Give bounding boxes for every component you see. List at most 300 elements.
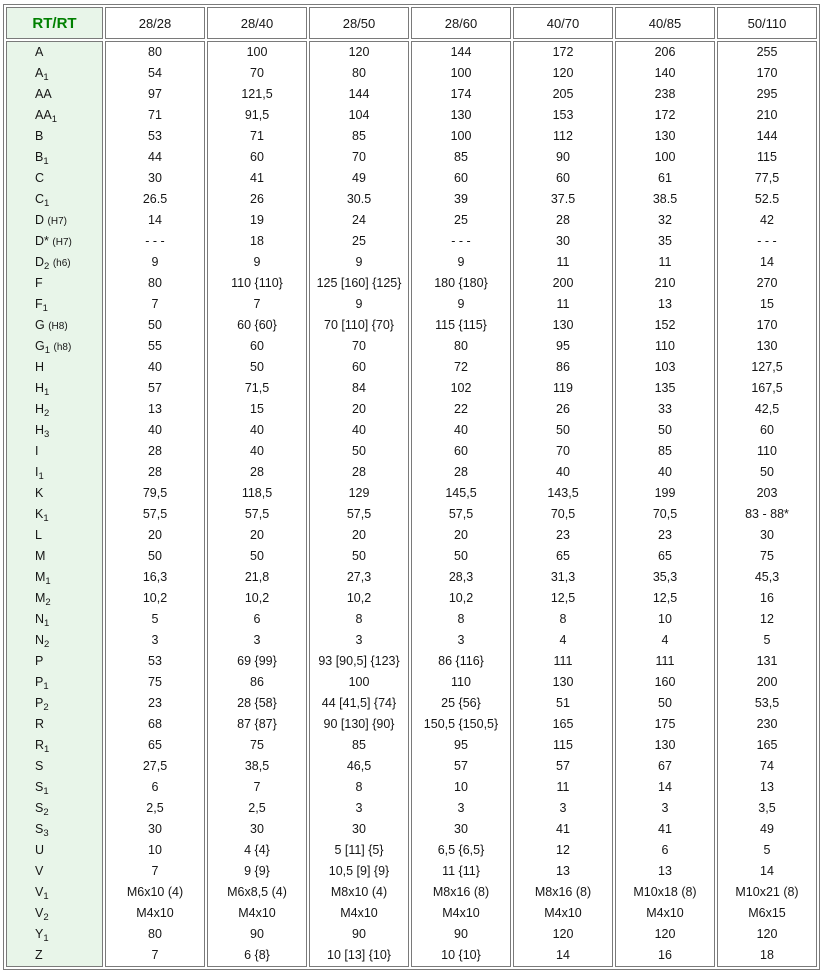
cell-value: 25 [352, 234, 366, 248]
cell-value: 180 {180} [434, 276, 488, 290]
cell-value: 35,3 [652, 570, 678, 584]
row-label [7, 672, 102, 693]
row-label [7, 756, 102, 777]
cell-value: 7 [253, 297, 261, 311]
cell-value: 51 [556, 696, 570, 710]
row-label-base: U [35, 843, 45, 857]
cell-value: 70,5 [652, 507, 678, 521]
row-label-base: K [35, 507, 44, 521]
cell-value: 12,5 [550, 591, 576, 605]
cell-value: 100 [246, 45, 268, 59]
cell-value: 14 [658, 780, 672, 794]
cell-value: 10 [13] {10} [327, 948, 391, 962]
row-label [7, 861, 102, 882]
row-label-base: B [35, 150, 44, 164]
row-label-subscript: 2 [45, 597, 51, 608]
cell-value: 121,5 [241, 87, 273, 101]
cell-value: 10 [454, 780, 468, 794]
dimensions-table [3, 4, 820, 970]
cell-value: 129 [348, 486, 370, 500]
cell-value: 210 [654, 276, 676, 290]
cell-value: 112 [553, 129, 573, 143]
cell-value: 3 [355, 633, 363, 647]
cell-value: 120 [654, 927, 676, 941]
row-label-subscript: 1 [43, 156, 49, 167]
cell-value: M6x15 [748, 906, 786, 920]
cell-value: 167,5 [751, 381, 783, 395]
column-header-28-60: 28/60 [411, 7, 511, 39]
cell-value: 174 [450, 87, 472, 101]
cell-value: 26 [250, 192, 264, 206]
row-label-subscript: 1 [43, 681, 49, 692]
cell-value: 70,5 [550, 507, 576, 521]
cell-value: 91,5 [244, 108, 270, 122]
row-label [7, 294, 102, 315]
cell-value: 65 [148, 738, 162, 752]
row-label-base: Z [35, 948, 43, 962]
cell-value: M10x21 (8) [735, 885, 799, 899]
row-label-base: S [35, 780, 44, 794]
row-label [7, 945, 102, 966]
row-label-subscript: 1 [44, 387, 50, 398]
cell-value: 16,3 [142, 570, 168, 584]
cell-value: 9 {9} [244, 864, 270, 878]
cell-value: 28,3 [448, 570, 474, 584]
cell-value: 24 [352, 213, 366, 227]
cell-value: 100 [654, 150, 676, 164]
cell-value: M10x18 (8) [633, 885, 697, 899]
row-label-base: V [35, 885, 44, 899]
cell-value: 152 [654, 318, 676, 332]
cell-value: 38.5 [652, 192, 678, 206]
row-label-base: P [35, 654, 44, 668]
row-label-base: D* [35, 234, 49, 248]
cell-value: 40 [454, 423, 468, 437]
cell-value: 30.5 [346, 192, 372, 206]
cell-value: 3 [457, 633, 465, 647]
cell-value: 8 [355, 612, 363, 626]
cell-value: 60 [250, 339, 264, 353]
row-label-subscript: 2 [44, 408, 50, 419]
cell-value: 50 [148, 318, 162, 332]
cell-value: 15 [250, 402, 264, 416]
row-label [7, 483, 102, 504]
cell-value: 130 [756, 339, 778, 353]
row-label-base: I [35, 444, 39, 458]
cell-value: 61 [658, 171, 672, 185]
cell-value: 44 [41,5] {74} [321, 696, 397, 710]
cell-value: 20 [454, 528, 468, 542]
cell-value: 6 [151, 780, 159, 794]
row-label-subscript: 2 [44, 261, 50, 272]
body-row [6, 41, 817, 967]
cell-value: 14 [148, 213, 162, 227]
cell-value: 57 [556, 759, 570, 773]
cell-value: 12,5 [652, 591, 678, 605]
cell-value: 13 [760, 780, 774, 794]
cell-value: 20 [250, 528, 264, 542]
row-label-base: D [35, 255, 45, 269]
cell-value: 79,5 [142, 486, 168, 500]
cell-value: 102 [450, 381, 472, 395]
row-label-base: C [35, 171, 45, 185]
cell-value: 22 [454, 402, 468, 416]
cell-value: 8 [355, 780, 363, 794]
cell-value: 2,5 [248, 801, 266, 815]
cell-value: 111 [553, 654, 573, 668]
cell-value: M4x10 [238, 906, 276, 920]
row-label-subscript: 2 [43, 702, 49, 713]
row-label-subscript: 1 [42, 303, 48, 314]
cell-value: 25 [454, 213, 468, 227]
row-label-base: G [35, 318, 45, 332]
cell-value: 57,5 [142, 507, 168, 521]
cell-value: 30 [760, 528, 774, 542]
row-label-base: L [35, 528, 42, 542]
cell-value: M8x10 (4) [330, 885, 388, 899]
cell-value: 60 [352, 360, 366, 374]
cell-value: 14 [556, 948, 570, 962]
cell-value: 93 [90,5] {123} [318, 654, 400, 668]
cell-value: 238 [654, 87, 676, 101]
cell-value: 295 [756, 87, 778, 101]
cell-value: 50 [454, 549, 468, 563]
cell-value: 35 [658, 234, 672, 248]
cell-value: 144 [756, 129, 778, 143]
cell-value: 50 [658, 423, 672, 437]
cell-value: 46,5 [346, 759, 372, 773]
data-column-40-70 [513, 41, 613, 967]
cell-value: 54 [148, 66, 162, 80]
column-header-50-110: 50/110 [717, 7, 817, 39]
cell-value: 60 [760, 423, 774, 437]
cell-value: 14 [760, 255, 774, 269]
row-label-base: Y [35, 927, 44, 941]
row-label [7, 567, 102, 588]
row-label-base: D [35, 213, 45, 227]
row-label [7, 126, 102, 147]
cell-value: 50 [352, 549, 366, 563]
cell-value: 2,5 [146, 801, 164, 815]
cell-value: 75 [760, 549, 774, 563]
row-label [7, 735, 102, 756]
cell-value: 70 [556, 444, 570, 458]
row-label-subscript: 3 [43, 828, 49, 839]
row-label-base: K [35, 486, 44, 500]
cell-value: 115 [553, 738, 573, 752]
row-label-base: H [35, 381, 45, 395]
cell-value: 72 [454, 360, 468, 374]
data-column-28-60 [411, 41, 511, 967]
cell-value: 9 [355, 255, 363, 269]
cell-value: 23 [556, 528, 570, 542]
cell-value: 33 [658, 402, 672, 416]
cell-value: 23 [148, 696, 162, 710]
cell-value: 103 [654, 360, 676, 374]
cell-value: 203 [756, 486, 778, 500]
cell-value: 70 [352, 339, 366, 353]
cell-value: 60 [250, 150, 264, 164]
cell-value: 55 [148, 339, 162, 353]
column-header-28-28: 28/28 [105, 7, 205, 39]
row-label [7, 378, 102, 399]
cell-value: 23 [658, 528, 672, 542]
row-label-note: (h6) [52, 258, 71, 269]
cell-value: 145,5 [445, 486, 477, 500]
cell-value: 130 [654, 738, 676, 752]
cell-value: 50 [250, 360, 264, 374]
cell-value: 11 [658, 255, 672, 269]
cell-value: 4 [559, 633, 567, 647]
cell-value: 27,5 [142, 759, 168, 773]
cell-value: 12 [556, 843, 570, 857]
cell-value: 104 [348, 108, 370, 122]
row-label [7, 420, 102, 441]
cell-value: 85 [454, 150, 468, 164]
cell-value: 53 [148, 654, 162, 668]
row-label [7, 609, 102, 630]
cell-value: 10,2 [448, 591, 474, 605]
row-label [7, 462, 102, 483]
cell-value: 3 [253, 633, 261, 647]
cell-value: 170 [756, 318, 778, 332]
cell-value: 80 [148, 276, 162, 290]
data-column-50-110 [717, 41, 817, 967]
cell-value: 65 [658, 549, 672, 563]
row-label [7, 504, 102, 525]
row-label-subscript: 1 [43, 891, 49, 902]
cell-value: 3,5 [758, 801, 776, 815]
cell-value: - - - [451, 234, 471, 248]
cell-value: 13 [658, 297, 672, 311]
cell-value: 83 - 88* [745, 507, 789, 521]
row-label-base: I [35, 465, 39, 479]
cell-value: 85 [352, 129, 366, 143]
cell-value: 37.5 [550, 192, 576, 206]
row-label [7, 210, 102, 231]
cell-value: 200 [552, 276, 574, 290]
cell-value: 3 [355, 801, 363, 815]
row-label [7, 693, 102, 714]
row-label-base: B [35, 129, 44, 143]
cell-value: 87 {87} [237, 717, 277, 731]
cell-value: 10,2 [244, 591, 270, 605]
cell-value: 143,5 [547, 486, 579, 500]
cell-value: 3 [151, 633, 159, 647]
row-label-base: R [35, 717, 45, 731]
cell-value: 71 [148, 108, 162, 122]
cell-value: 4 {4} [244, 843, 270, 857]
cell-value: 130 [654, 129, 676, 143]
row-label [7, 630, 102, 651]
row-label-base: M [35, 570, 46, 584]
cell-value: 10 [148, 843, 162, 857]
row-label-note: (H7) [47, 216, 67, 227]
cell-value: 70 [110] {70} [324, 318, 394, 332]
cell-value: 115 [757, 150, 777, 164]
row-label [7, 714, 102, 735]
cell-value: 110 [757, 444, 777, 458]
cell-value: 30 [148, 171, 162, 185]
cell-value: 65 [556, 549, 570, 563]
cell-value: M8x16 (8) [534, 885, 592, 899]
cell-value: 30 [556, 234, 570, 248]
cell-value: 31,3 [550, 570, 576, 584]
row-label-base: V [35, 864, 44, 878]
header-row [6, 7, 817, 39]
cell-value: 200 [756, 675, 778, 689]
cell-value: 13 [658, 864, 672, 878]
cell-value: 30 [250, 822, 264, 836]
cell-value: 135 [654, 381, 676, 395]
cell-value: 20 [148, 528, 162, 542]
cell-value: 100 [450, 129, 472, 143]
cell-value: 95 [454, 738, 468, 752]
cell-value: 10 [658, 612, 672, 626]
cell-value: 130 [552, 675, 574, 689]
cell-value: 19 [250, 213, 264, 227]
cell-value: 8 [559, 612, 567, 626]
row-label [7, 903, 102, 924]
cell-value: 75 [250, 738, 264, 752]
cell-value: 71,5 [244, 381, 270, 395]
row-label [7, 84, 102, 105]
row-label-base: R [35, 738, 45, 752]
cell-value: 57 [148, 381, 162, 395]
cell-value: 9 [457, 255, 465, 269]
cell-value: 110 {110} [231, 276, 283, 290]
row-label-base: AA [35, 108, 52, 122]
cell-value: 40 [658, 465, 672, 479]
cell-value: 9 [355, 297, 363, 311]
cell-value: 70 [250, 66, 264, 80]
row-label [7, 819, 102, 840]
cell-value: 40 [148, 423, 162, 437]
cell-value: 7 [151, 948, 159, 962]
cell-value: 27,3 [346, 570, 372, 584]
cell-value: 131 [756, 654, 778, 668]
cell-value: 111 [655, 654, 675, 668]
cell-value: 199 [654, 486, 676, 500]
cell-value: 50 [148, 549, 162, 563]
cell-value: 5 [763, 843, 771, 857]
cell-value: 11 [556, 297, 570, 311]
cell-value: 165 [552, 717, 574, 731]
cell-value: 9 [151, 255, 159, 269]
cell-value: 10 {10} [441, 948, 481, 962]
cell-value: M6x10 (4) [126, 885, 184, 899]
cell-value: 21,8 [244, 570, 270, 584]
data-column-28-28 [105, 41, 205, 967]
cell-value: 28 [556, 213, 570, 227]
cell-value: 60 {60} [237, 318, 277, 332]
cell-value: 53,5 [754, 696, 780, 710]
row-label [7, 525, 102, 546]
cell-value: 3 [457, 801, 465, 815]
cell-value: 40 [556, 465, 570, 479]
cell-value: 50 [352, 444, 366, 458]
cell-value: 100 [450, 66, 472, 80]
cell-value: 10,5 [9] {9} [328, 864, 390, 878]
cell-value: 6 [253, 612, 261, 626]
row-label [7, 42, 102, 63]
row-label-base: C [35, 192, 45, 206]
cell-value: 11 [556, 780, 570, 794]
cell-value: 115 {115} [435, 318, 487, 332]
cell-value: 40 [250, 423, 264, 437]
cell-value: 172 [654, 108, 676, 122]
cell-value: 130 [450, 108, 472, 122]
cell-value: 80 [352, 66, 366, 80]
cell-value: 8 [457, 612, 465, 626]
cell-value: 14 [760, 864, 774, 878]
cell-value: 75 [148, 675, 162, 689]
cell-value: 86 [250, 675, 264, 689]
cell-value: 16 [760, 591, 774, 605]
cell-value: 86 {116} [438, 654, 484, 668]
row-label [7, 840, 102, 861]
column-header-28-40: 28/40 [207, 7, 307, 39]
row-label [7, 231, 102, 252]
cell-value: 110 [655, 339, 675, 353]
cell-value: 7 [253, 780, 261, 794]
row-label [7, 399, 102, 420]
cell-value: 44 [148, 150, 162, 164]
cell-value: 28 [250, 465, 264, 479]
cell-value: 9 [253, 255, 261, 269]
row-label [7, 315, 102, 336]
row-label-subscript: 1 [44, 345, 51, 356]
row-label-subscript: 2 [43, 912, 49, 923]
cell-value: 5 [763, 633, 771, 647]
cell-value: 3 [559, 801, 567, 815]
row-label [7, 147, 102, 168]
row-label [7, 546, 102, 567]
row-label-subscript: 3 [44, 429, 50, 440]
cell-value: 80 [454, 339, 468, 353]
cell-value: 270 [756, 276, 778, 290]
row-label [7, 105, 102, 126]
cell-value: 144 [348, 87, 370, 101]
row-label-base: P [35, 675, 44, 689]
column-header-28-50: 28/50 [309, 7, 409, 39]
cell-value: 13 [556, 864, 570, 878]
cell-value: 12 [760, 612, 774, 626]
cell-value: 120 [756, 927, 778, 941]
cell-value: 11 [556, 255, 570, 269]
cell-value: 28 [148, 465, 162, 479]
cell-value: 30 [148, 822, 162, 836]
data-column-28-40 [207, 41, 307, 967]
cell-value: 20 [352, 402, 366, 416]
cell-value: 150,5 {150,5} [423, 717, 499, 731]
cell-value: 13 [148, 402, 162, 416]
cell-value: 40 [250, 444, 264, 458]
data-column-28-50 [309, 41, 409, 967]
cell-value: 15 [760, 297, 774, 311]
cell-value: 90 [454, 927, 468, 941]
cell-value: 6 [661, 843, 669, 857]
cell-value: 20 [352, 528, 366, 542]
row-label-subscript: 1 [44, 744, 50, 755]
cell-value: 30 [454, 822, 468, 836]
cell-value: 86 [556, 360, 570, 374]
cell-value: 205 [552, 87, 574, 101]
row-label-base: V [35, 906, 44, 920]
cell-value: - - - [145, 234, 165, 248]
cell-value: 57,5 [244, 507, 270, 521]
row-label-base: H [35, 402, 45, 416]
